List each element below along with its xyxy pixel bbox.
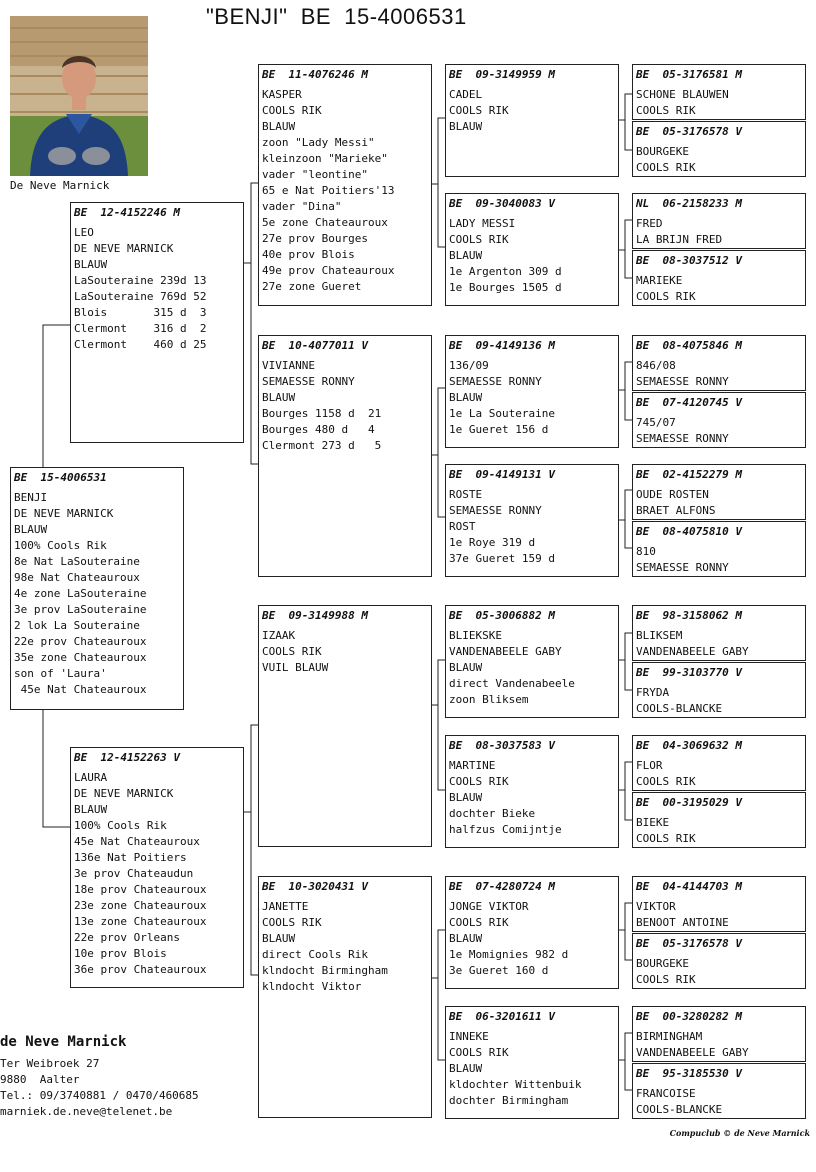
ancestor-card[interactable] <box>632 521 806 577</box>
card-line: VANDENABEELE GABY <box>449 645 562 658</box>
ring-number: BE 09-4149131 V <box>449 468 555 481</box>
card-line: BENJI <box>14 491 48 504</box>
owner-photo <box>10 16 148 176</box>
ring-number: BE 98-3158062 M <box>636 609 742 622</box>
card-line: FLOR <box>636 759 663 772</box>
card-line: 1e Argenton 309 d <box>449 265 562 278</box>
card-line: DE NEVE MARNICK <box>14 507 114 520</box>
card-line: FRED <box>636 217 663 230</box>
card-line: vader "leontine" <box>262 168 368 181</box>
card-line: COOLS-BLANCKE <box>636 702 723 715</box>
card-line: 22e prov Chateauroux <box>14 635 147 648</box>
card-line: COOLS RIK <box>636 832 696 845</box>
card-line: 37e Gueret 159 d <box>449 552 555 565</box>
ring-number: BE 10-3020431 V <box>262 880 368 893</box>
sire-card[interactable] <box>70 202 244 443</box>
card-line: 27e zone Gueret <box>262 280 362 293</box>
card-line: 36e prov Chateauroux <box>74 963 207 976</box>
ancestor-card[interactable] <box>632 250 806 306</box>
ring-number: BE 07-4280724 M <box>449 880 555 893</box>
grandparent-card[interactable] <box>258 335 432 577</box>
card-line: LaSouteraine 239d 13 <box>74 274 207 287</box>
card-line: MARTINE <box>449 759 496 772</box>
card-line: COOLS RIK <box>636 290 696 303</box>
ring-number: BE 10-4077011 V <box>262 339 368 352</box>
ring-number: BE 05-3176581 M <box>636 68 742 81</box>
card-line: BLAUW <box>449 120 483 133</box>
card-line: direct Vandenabeele <box>449 677 575 690</box>
card-line: 100% Cools Rik <box>74 819 167 832</box>
ancestor-card[interactable] <box>632 392 806 448</box>
card-line: 8e Nat LaSouteraine <box>14 555 140 568</box>
card-line: 1e Momignies 982 d <box>449 948 569 961</box>
card-line: 1e La Souteraine <box>449 407 555 420</box>
ring-number: BE 09-3040083 V <box>449 197 555 210</box>
card-line: 3e Gueret 160 d <box>449 964 549 977</box>
card-line: COOLS RIK <box>636 973 696 986</box>
card-line: BLAUW <box>449 1062 483 1075</box>
card-line: VIVIANNE <box>262 359 315 372</box>
owner-city: 9880 Aalter <box>0 1073 80 1086</box>
card-line: 3e prov LaSouteraine <box>14 603 147 616</box>
card-line: COOLS RIK <box>262 104 322 117</box>
card-line: INNEKE <box>449 1030 489 1043</box>
card-line: ROSTE <box>449 488 483 501</box>
card-line: BLAUW <box>74 258 108 271</box>
card-line: 4e zone LaSouteraine <box>14 587 147 600</box>
owner-phone: Tel.: 09/3740881 / 0470/460685 <box>0 1089 199 1102</box>
card-line: kleinzoon "Marieke" <box>262 152 388 165</box>
card-line: dochter Bieke <box>449 807 536 820</box>
ring-number: BE 02-4152279 M <box>636 468 742 481</box>
card-line: Blois 315 d 3 <box>74 306 207 319</box>
card-line: DE NEVE MARNICK <box>74 787 174 800</box>
ancestor-card[interactable] <box>632 662 806 718</box>
card-line: LA BRIJN FRED <box>636 233 723 246</box>
card-line: BLAUW <box>74 803 108 816</box>
card-line: klndocht Viktor <box>262 980 362 993</box>
owner-contact <box>0 1034 199 1120</box>
ancestor-card[interactable] <box>632 464 806 520</box>
card-line: COOLS RIK <box>636 161 696 174</box>
photo-caption: De Neve Marnick <box>10 179 110 192</box>
card-line: 35e zone Chateauroux <box>14 651 147 664</box>
card-line: COOLS RIK <box>449 104 509 117</box>
great-grandparent-card[interactable] <box>445 193 619 306</box>
card-line: 136/09 <box>449 359 489 372</box>
card-line: DE NEVE MARNICK <box>74 242 174 255</box>
ancestor-card[interactable] <box>632 792 806 848</box>
card-line: dochter Birmingham <box>449 1094 569 1107</box>
grandparent-card[interactable] <box>258 876 432 1118</box>
ring-number: BE 09-3149988 M <box>262 609 368 622</box>
card-line: son of 'Laura' <box>14 667 107 680</box>
ring-number: BE 12-4152263 V <box>74 751 180 764</box>
ring-number: BE 09-3149959 M <box>449 68 555 81</box>
card-line: VANDENABEELE GABY <box>636 1046 749 1059</box>
card-line: Bourges 1158 d 21 <box>262 407 382 420</box>
great-grandparent-card[interactable] <box>445 1006 619 1119</box>
card-line: BIRMINGHAM <box>636 1030 703 1043</box>
owner-name: de Neve Marnick <box>0 1034 127 1050</box>
great-grandparent-card[interactable] <box>445 735 619 848</box>
card-line: kldochter Wittenbuik <box>449 1078 582 1091</box>
card-line: 3e prov Chateaudun <box>74 867 194 880</box>
card-line: 846/08 <box>636 359 676 372</box>
ring-number: BE 04-4144703 M <box>636 880 742 893</box>
card-line: zoon "Lady Messi" <box>262 136 375 149</box>
card-line: 1e Gueret 156 d <box>449 423 549 436</box>
card-line: 100% Cools Rik <box>14 539 107 552</box>
card-line: klndocht Birmingham <box>262 964 388 977</box>
ring-number: BE 08-3037512 V <box>636 254 742 267</box>
card-line: COOLS RIK <box>449 775 509 788</box>
ancestor-card[interactable] <box>632 193 806 249</box>
dam-card[interactable] <box>70 747 244 988</box>
card-line: SEMAESSE RONNY <box>636 561 729 574</box>
card-line: 98e Nat Chateauroux <box>14 571 140 584</box>
ring-number: BE 00-3280282 M <box>636 1010 742 1023</box>
owner-email[interactable]: marniek.de.neve@telenet.be <box>0 1105 173 1118</box>
card-line: SCHONE BLAUWEN <box>636 88 729 101</box>
card-line: BLAUW <box>449 661 483 674</box>
ring-number: BE 99-3103770 V <box>636 666 742 679</box>
card-line: 1e Roye 319 d <box>449 536 536 549</box>
great-grandparent-card[interactable] <box>445 64 619 177</box>
card-line: BLAUW <box>14 523 48 536</box>
card-line: COOLS RIK <box>449 1046 509 1059</box>
ancestor-card[interactable] <box>632 335 806 391</box>
card-line: halfzus Comijntje <box>449 823 562 836</box>
ring-number: BE 05-3176578 V <box>636 125 742 138</box>
card-line: 45e Nat Chateauroux <box>74 835 200 848</box>
subject-card[interactable] <box>10 467 184 710</box>
card-line: SEMAESSE RONNY <box>449 375 542 388</box>
ring-number: BE 06-3201611 V <box>449 1010 555 1023</box>
card-line: COOLS RIK <box>636 775 696 788</box>
card-line: SEMAESSE RONNY <box>449 504 542 517</box>
card-line: 10e prov Blois <box>74 947 167 960</box>
card-line: COOLS-BLANCKE <box>636 1103 723 1116</box>
ring-number: BE 04-3069632 M <box>636 739 742 752</box>
ring-number: BE 12-4152246 M <box>74 206 180 219</box>
card-line: COOLS RIK <box>636 104 696 117</box>
card-line: Clermont 273 d 5 <box>262 439 382 452</box>
card-line: BLAUW <box>262 391 296 404</box>
owner-address: Ter Weibroek 27 <box>0 1057 100 1070</box>
ancestor-card[interactable] <box>632 605 806 661</box>
card-line: 13e zone Chateauroux <box>74 915 207 928</box>
ring-number: BE 05-3006882 M <box>449 609 555 622</box>
grandparent-card[interactable] <box>258 605 432 847</box>
great-grandparent-card[interactable] <box>445 876 619 989</box>
ring-number: BE 08-3037583 V <box>449 739 555 752</box>
grandparent-card[interactable] <box>258 64 432 306</box>
card-line: 22e prov Orleans <box>74 931 180 944</box>
card-line: BENOOT ANTOINE <box>636 916 729 929</box>
card-line: FRANCOISE <box>636 1087 696 1100</box>
ancestor-card[interactable] <box>632 64 806 120</box>
card-line: OUDE ROSTEN <box>636 488 709 501</box>
ancestor-card[interactable] <box>632 735 806 791</box>
card-line: direct Cools Rik <box>262 948 368 961</box>
card-line: COOLS RIK <box>262 916 322 929</box>
card-line: BOURGEKE <box>636 145 689 158</box>
ring-number: BE 05-3176578 V <box>636 937 742 950</box>
card-line: BLIKSEM <box>636 629 683 642</box>
card-line: LADY MESSI <box>449 217 516 230</box>
card-line: BRAET ALFONS <box>636 504 716 517</box>
card-line: LaSouteraine 769d 52 <box>74 290 207 303</box>
card-line: 65 e Nat Poitiers'13 <box>262 184 395 197</box>
card-line: Clermont 316 d 2 <box>74 322 207 335</box>
card-line: Clermont 460 d 25 <box>74 338 207 351</box>
card-line: 136e Nat Poitiers <box>74 851 187 864</box>
card-line: BLAUW <box>449 791 483 804</box>
great-grandparent-card[interactable] <box>445 464 619 577</box>
card-line: zoon Bliksem <box>449 693 529 706</box>
card-line: JONGE VIKTOR <box>449 900 529 913</box>
card-line: IZAAK <box>262 629 296 642</box>
card-line: JANETTE <box>262 900 309 913</box>
ring-number: BE 95-3185530 V <box>636 1067 742 1080</box>
page-title: "BENJI" BE 15-4006531 <box>206 4 467 29</box>
card-line: vader "Dina" <box>262 200 342 213</box>
ring-number: NL 06-2158233 M <box>636 197 742 210</box>
card-line: VUIL BLAUW <box>262 661 329 674</box>
card-line: BLAUW <box>262 932 296 945</box>
card-line: 40e prov Blois <box>262 248 355 261</box>
card-line: COOLS RIK <box>449 916 509 929</box>
card-line: ROST <box>449 520 476 533</box>
card-line: 2 lok La Souteraine <box>14 619 140 632</box>
card-line: SEMAESSE RONNY <box>262 375 355 388</box>
ring-number: BE 07-4120745 V <box>636 396 742 409</box>
card-line: 1e Bourges 1505 d <box>449 281 562 294</box>
card-line: 18e prov Chateauroux <box>74 883 207 896</box>
card-line: 5e zone Chateauroux <box>262 216 388 229</box>
card-line: FRYDA <box>636 686 670 699</box>
ancestor-card[interactable] <box>632 121 806 177</box>
card-line: 810 <box>636 545 656 558</box>
ring-number: BE 08-4075846 M <box>636 339 742 352</box>
ring-number: BE 09-4149136 M <box>449 339 555 352</box>
ring-number: BE 11-4076246 M <box>262 68 368 81</box>
card-line: KASPER <box>262 88 302 101</box>
card-line: 45e Nat Chateauroux <box>14 683 147 696</box>
card-line: COOLS RIK <box>449 233 509 246</box>
card-line: BLIEKSKE <box>449 629 502 642</box>
card-line: MARIEKE <box>636 274 683 287</box>
card-line: Bourges 480 d 4 <box>262 423 375 436</box>
ring-number: BE 15-4006531 <box>14 471 107 484</box>
card-line: BIEKE <box>636 816 670 829</box>
footer-credit: Compuclub © de Neve Marnick <box>669 1128 810 1138</box>
card-line: LAURA <box>74 771 108 784</box>
ancestor-card[interactable] <box>632 1006 806 1062</box>
ancestor-card[interactable] <box>632 876 806 932</box>
card-line: 49e prov Chateauroux <box>262 264 395 277</box>
card-line: BLAUW <box>449 391 483 404</box>
ancestor-card[interactable] <box>632 1063 806 1119</box>
ring-number: BE 08-4075810 V <box>636 525 742 538</box>
card-line: SEMAESSE RONNY <box>636 432 729 445</box>
ring-number: BE 00-3195029 V <box>636 796 742 809</box>
great-grandparent-card[interactable] <box>445 335 619 448</box>
card-line: BLAUW <box>449 249 483 262</box>
card-line: COOLS RIK <box>262 645 322 658</box>
card-line: LEO <box>74 226 94 239</box>
card-line: BOURGEKE <box>636 957 689 970</box>
card-line: VIKTOR <box>636 900 676 913</box>
card-line: SEMAESSE RONNY <box>636 375 729 388</box>
card-line: BLAUW <box>262 120 296 133</box>
card-line: VANDENABEELE GABY <box>636 645 749 658</box>
card-line: CADEL <box>449 88 483 101</box>
great-grandparent-card[interactable] <box>445 605 619 718</box>
ancestor-card[interactable] <box>632 933 806 989</box>
card-line: 23e zone Chateauroux <box>74 899 207 912</box>
card-line: 745/07 <box>636 416 676 429</box>
card-line: 27e prov Bourges <box>262 232 368 245</box>
card-line: BLAUW <box>449 932 483 945</box>
